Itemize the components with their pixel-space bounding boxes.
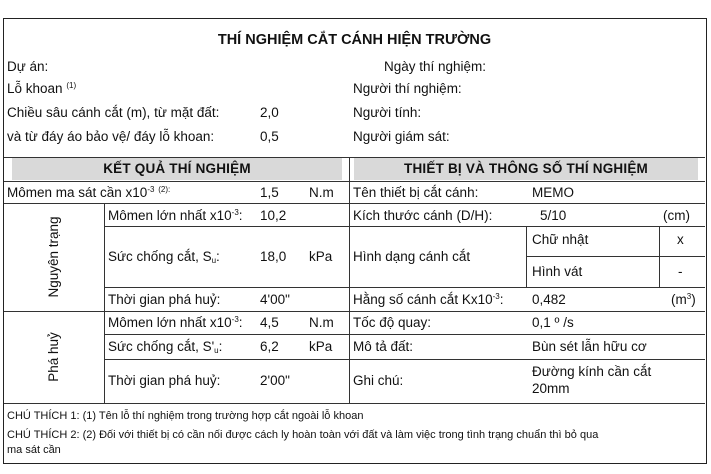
undisturbed-group-label: Nguyên trạng: [46, 216, 61, 298]
vane-shape-taper-mark: -: [678, 264, 683, 279]
rotation-speed-label: Tốc độ quay:: [353, 315, 432, 330]
rod-friction-unit: N.m: [309, 185, 334, 200]
undisturbed-strength-unit: kPa: [309, 249, 333, 264]
project-label: Dự án:: [7, 59, 49, 74]
grid-line: [349, 287, 705, 288]
note-value-line2: 20mm: [532, 381, 570, 396]
supervisor-label: Người giám sát:: [353, 129, 450, 144]
rotation-speed-value: 0,1 º /s: [532, 315, 574, 330]
footnote-1: CHÚ THÍCH 1: (1) Tên lỗ thí nghiệm trong trường hợp cắt ngoài lỗ khoan: [7, 410, 364, 422]
depth2-label: và từ đáy áo bảo vệ/ đáy lỗ khoan:: [7, 129, 215, 144]
soil-description-value: Bùn sét lẫn hữu cơ: [532, 339, 647, 354]
calculator-label: Người tính:: [353, 105, 422, 120]
footnote-2-line2: ma sát cần: [7, 444, 61, 456]
grid-line: [4, 203, 705, 204]
vane-shape-label: Hình dạng cánh cắt: [353, 249, 471, 264]
test-date-label: Ngày thí nghiệm:: [384, 59, 487, 74]
remolded-strength-value: 6,2: [260, 339, 279, 354]
undisturbed-time-value: 4'00": [260, 292, 290, 307]
vane-size-label: Kích thước cánh (D/H):: [353, 208, 493, 223]
grid-line: [526, 226, 527, 287]
remolded-max-torque-unit: N.m: [309, 315, 334, 330]
note-label: Ghi chú:: [353, 373, 404, 388]
undisturbed-max-torque-value: 10,2: [260, 208, 287, 223]
remolded-strength-unit: kPa: [309, 339, 333, 354]
footnote-2-line1: CHÚ THÍCH 2: (2) Đối với thiết bị có cần nối được cách ly hoàn toàn với đất và làm việc trong tình trạng chuẩn thì bỏ qua: [7, 429, 599, 441]
grid-line: [104, 203, 105, 403]
grid-line: [4, 181, 705, 182]
depth-value: 2,0: [260, 105, 279, 120]
depth-label: Chiều sâu cánh cắt (m), từ mặt đất:: [7, 105, 220, 120]
equipment-header: THIẾT BỊ VÀ THÔNG SỐ THÍ NGHIỆM: [404, 161, 648, 176]
undisturbed-strength-label: Sức chống cắt, $S_u$:: [108, 249, 220, 265]
undisturbed-max-torque-label: Mômen lớn nhất $x10^{-3}$:: [108, 208, 243, 223]
grid-line: [104, 226, 705, 227]
grid-line: [4, 311, 705, 312]
grid-line: [104, 334, 705, 335]
remolded-strength-label: Sức chống cắt, $S'_u$:: [108, 339, 223, 355]
remolded-time-label: Thời gian phá huỷ:: [108, 373, 221, 388]
rod-friction-label: Mômen ma sát cần $x10^{-3}$ $^{(2):}$: [7, 185, 171, 200]
depth2-value: 0,5: [260, 129, 279, 144]
undisturbed-strength-value: 18,0: [260, 249, 287, 264]
grid-line: [104, 287, 349, 288]
vane-shape-rect-label: Chữ nhật: [532, 232, 589, 247]
vane-test-sheet: [3, 18, 707, 464]
vane-constant-value: 0,482: [532, 292, 566, 307]
remolded-group-label: Phá huỷ: [46, 332, 61, 382]
results-header: KẾT QUẢ THÍ NGHIỆM: [103, 161, 251, 176]
grid-line: [349, 157, 350, 403]
vane-shape-taper-label: Hình vát: [532, 264, 583, 279]
vane-shape-rect-mark: x: [677, 232, 684, 247]
device-value: MEMO: [532, 185, 574, 200]
remolded-max-torque-label: Mômen lớn nhất $x10^{-3}$:: [108, 315, 243, 330]
tester-label: Người thí nghiệm:: [353, 81, 462, 96]
vane-size-value: 5/10: [540, 208, 567, 223]
note-value-line1: Đường kính cần cắt: [532, 364, 652, 379]
grid-line: [4, 403, 705, 404]
grid-line: [659, 226, 660, 287]
soil-description-label: Mô tả đất:: [353, 339, 414, 354]
grid-line: [526, 256, 705, 257]
vane-constant-unit: $(m^3)$: [671, 292, 696, 307]
borehole-label: Lỗ khoan $^{(1)}$: [7, 81, 77, 96]
vane-constant-label: Hằng số cánh cắt $Kx10^{-3}$:: [353, 292, 504, 307]
device-label: Tên thiết bị cắt cánh:: [353, 185, 479, 200]
grid-line: [4, 157, 705, 158]
undisturbed-time-label: Thời gian phá huỷ:: [108, 292, 221, 307]
rod-friction-value: 1,5: [260, 185, 279, 200]
remolded-max-torque-value: 4,5: [260, 315, 279, 330]
remolded-time-value: 2'00": [260, 373, 290, 388]
vane-size-unit: (cm): [663, 208, 690, 223]
page-title: THÍ NGHIỆM CẮT CÁNH HIỆN TRƯỜNG: [217, 32, 492, 48]
grid-line: [104, 359, 705, 360]
